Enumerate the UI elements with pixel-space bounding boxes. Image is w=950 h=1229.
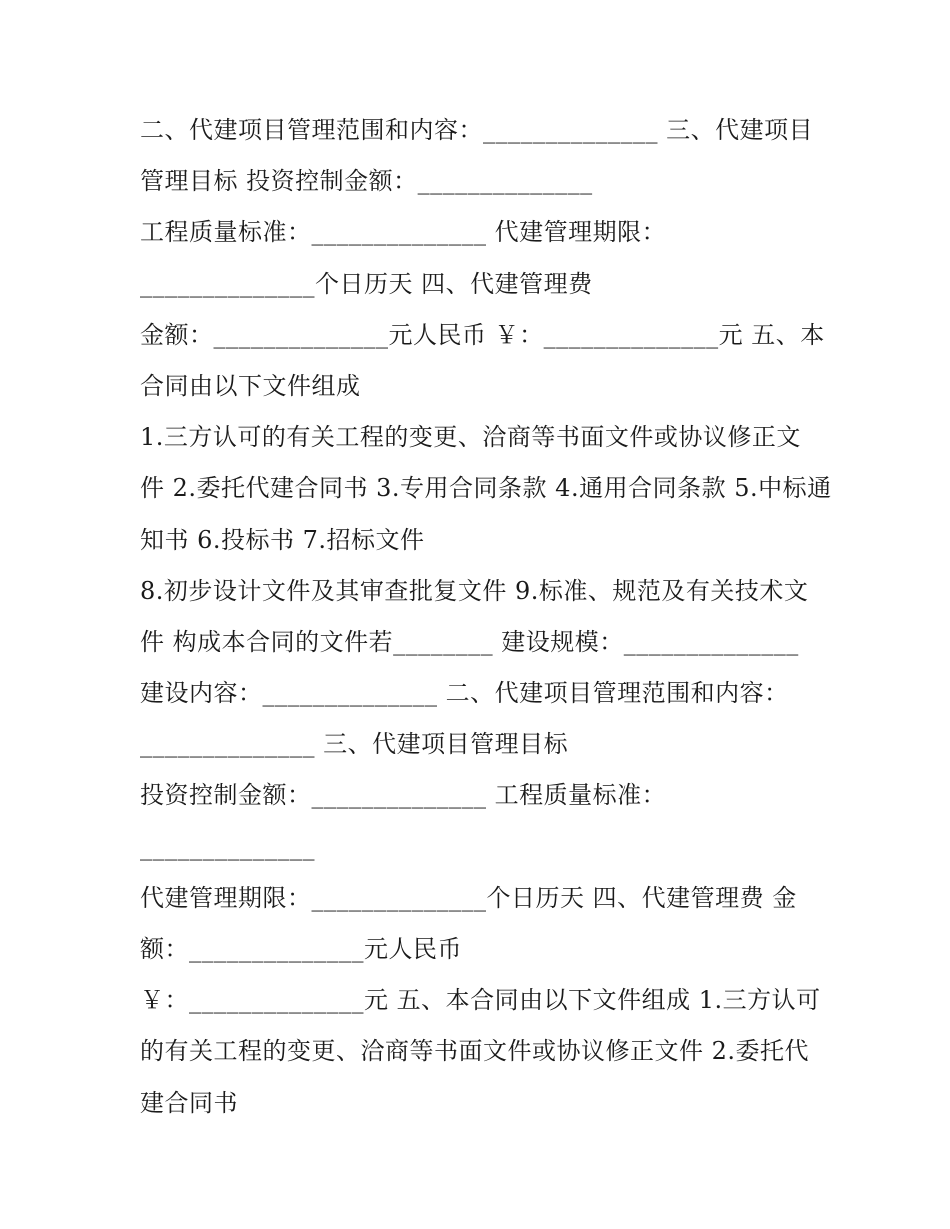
- text-line-8: 件 2.委托代建合同书 3.专用合同条款 4.通用合同条款 5.中标通: [140, 474, 832, 503]
- text-line-5: 金额：______________元人民币 ￥：______________元 五、本: [140, 320, 825, 349]
- text-line-7: 1.三方认可的有关工程的变更、洽商等书面文件或协议修正文: [140, 423, 801, 452]
- text-line-3: 工程质量标准：______________ 代建管理期限：: [140, 218, 667, 247]
- text-line-9: 知书 6.投标书 7.招标文件: [140, 525, 425, 554]
- text-line-18: ￥：______________元 五、本合同由以下文件组成 1.三方认可: [140, 986, 821, 1015]
- text-line-12: 建设内容：______________ 二、代建项目管理范围和内容：: [140, 679, 789, 708]
- text-line-6: 合同由以下文件组成: [140, 371, 361, 400]
- text-line-13: ______________ 三、代建项目管理目标: [140, 730, 569, 759]
- text-line-4: ______________个日历天 四、代建管理费: [140, 269, 593, 298]
- text-line-14: 投资控制金额：______________ 工程质量标准：: [140, 781, 667, 810]
- text-line-17: 额：______________元人民币: [140, 935, 462, 963]
- text-line-10: 8.初步设计文件及其审查批复文件 9.标准、规范及有关技术文: [140, 576, 809, 605]
- text-line-15: ______________: [140, 832, 315, 861]
- text-line-19: 的有关工程的变更、洽商等书面文件或协议修正文件 2.委托代: [140, 1037, 810, 1066]
- document-body: [140, 105, 830, 1129]
- text-line-2: 管理目标 投资控制金额：______________: [140, 167, 593, 196]
- text-line-16: 代建管理期限：______________个日历天 四、代建管理费 金: [140, 883, 797, 912]
- text-line-20: 建合同书: [140, 1088, 238, 1117]
- text-line-1: 二、代建项目管理范围和内容：______________ 三、代建项目: [140, 116, 814, 144]
- text-line-11: 件 构成本合同的文件若________ 建设规模：______________: [140, 627, 799, 656]
